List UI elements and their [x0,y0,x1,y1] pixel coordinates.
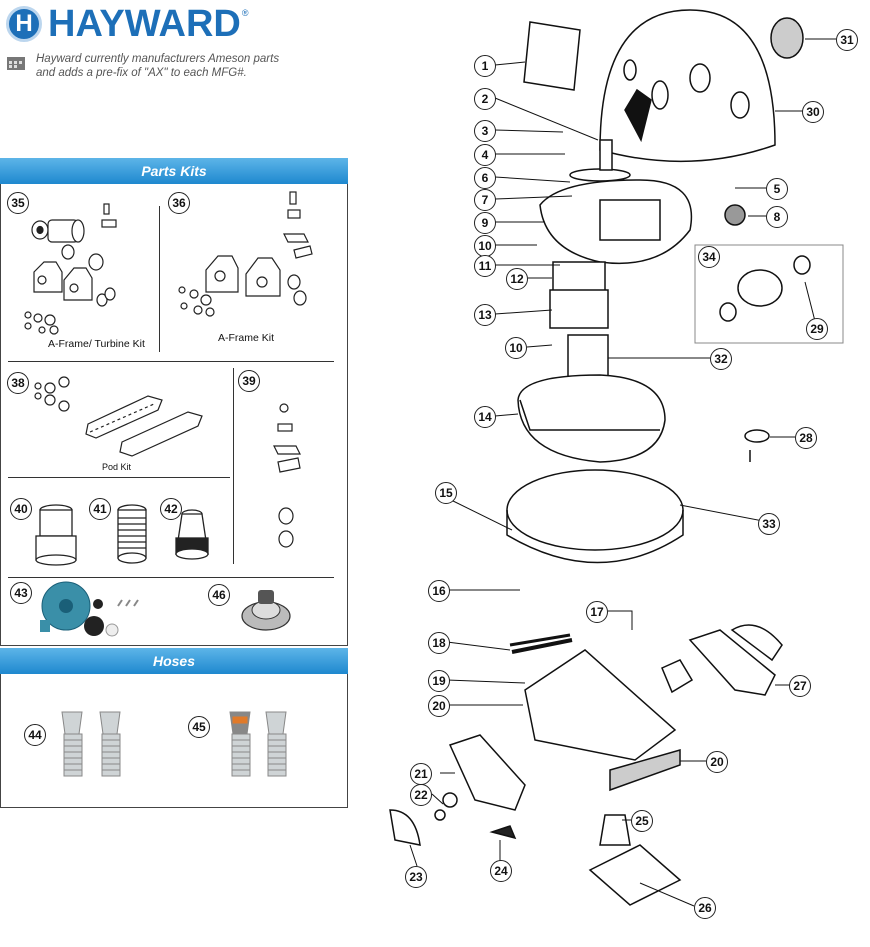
pod-kit-drawing[interactable] [30,372,230,462]
a-frame-turbine-kit-drawing[interactable] [20,190,140,335]
logo-text: HAYWARD [48,2,241,45]
callout-38[interactable]: 38 [7,372,29,394]
callout-11[interactable]: 11 [474,255,496,277]
callout-34[interactable]: 34 [698,246,720,268]
dome-part [600,10,775,161]
vent-part [524,22,580,90]
calendar-icon [6,55,26,71]
callout-12[interactable]: 12 [506,268,528,290]
separator [159,206,160,352]
callout-25[interactable]: 25 [631,810,653,832]
callout-28[interactable]: 28 [795,427,817,449]
kit-label-38: Pod Kit [102,462,132,472]
hose-fittings-drawing[interactable] [30,500,220,570]
logo-badge: H [6,6,42,42]
callout-2[interactable]: 2 [474,88,496,110]
hayward-logo[interactable] [6,4,248,44]
callout-15[interactable]: 15 [435,482,457,504]
callout-8[interactable]: 8 [766,206,788,228]
logo-registered-mark: ® [241,8,249,18]
callout-26[interactable]: 26 [694,897,716,919]
callout-9[interactable]: 9 [474,212,496,234]
callout-27[interactable]: 27 [789,675,811,697]
callout-44[interactable]: 44 [24,724,46,746]
parts-kits-header: Parts Kits [0,158,348,184]
callout-45[interactable]: 45 [188,716,210,738]
exploded-parts-diagram[interactable] [360,0,870,947]
hoses-header: Hoses [0,648,348,674]
callout-14[interactable]: 14 [474,406,496,428]
callout-41[interactable]: 41 [89,498,111,520]
callout-17[interactable]: 17 [586,601,608,623]
swivel-drawing[interactable] [236,586,296,636]
note-line-1: Hayward currently manufacturers Ameson parts [36,53,280,65]
kit-label-36: A-Frame Kit [218,332,275,344]
callout-43[interactable]: 43 [10,582,32,604]
callout-33[interactable]: 33 [758,513,780,535]
callout-16[interactable]: 16 [428,580,450,602]
hose-section-drawing[interactable] [58,710,138,780]
callout-3[interactable]: 3 [474,120,496,142]
callout-46[interactable]: 46 [208,584,230,606]
callout-24[interactable]: 24 [490,860,512,882]
callout-35[interactable]: 35 [7,192,29,214]
note-line-2: and adds a pre-fix of "AX" to each MFG#. [36,67,247,79]
callout-30[interactable]: 30 [802,101,824,123]
pod-part-left [450,735,525,810]
callout-32[interactable]: 32 [710,348,732,370]
callout-5[interactable]: 5 [766,178,788,200]
dome-hole [652,81,668,109]
frame-part [525,650,675,760]
callout-23[interactable]: 23 [405,866,427,888]
callout-39[interactable]: 39 [238,370,260,392]
callout-36[interactable]: 36 [168,192,190,214]
separator [8,577,334,578]
base-plate-part [507,470,683,550]
callout-10-lower[interactable]: 10 [505,337,527,359]
motor-part [553,262,605,292]
callout-13[interactable]: 13 [474,304,496,326]
callout-21[interactable]: 21 [410,763,432,785]
housing-part [518,375,665,462]
callout-20-right[interactable]: 20 [706,751,728,773]
callout-22[interactable]: 22 [410,784,432,806]
callout-20[interactable]: 20 [428,695,450,717]
callout-1[interactable]: 1 [474,55,496,77]
callout-7[interactable]: 7 [474,189,496,211]
callout-18[interactable]: 18 [428,632,450,654]
callout-31[interactable]: 31 [836,29,858,51]
callout-10[interactable]: 10 [474,235,496,257]
leader-hose-drawing[interactable] [224,706,304,780]
a-frame-kit-drawing[interactable] [170,190,330,330]
manufacturer-note [6,52,279,80]
callout-40[interactable]: 40 [10,498,32,520]
turbine-parts-drawing[interactable] [34,580,164,640]
separator [8,361,334,362]
callout-4[interactable]: 4 [474,144,496,166]
hardware-kit-drawing[interactable] [266,396,306,556]
callout-6[interactable]: 6 [474,167,496,189]
kit-label-35: A-Frame/ Turbine Kit [48,338,145,350]
separator [233,368,234,564]
callout-29[interactable]: 29 [806,318,828,340]
separator [8,477,230,478]
callout-19[interactable]: 19 [428,670,450,692]
callout-42[interactable]: 42 [160,498,182,520]
